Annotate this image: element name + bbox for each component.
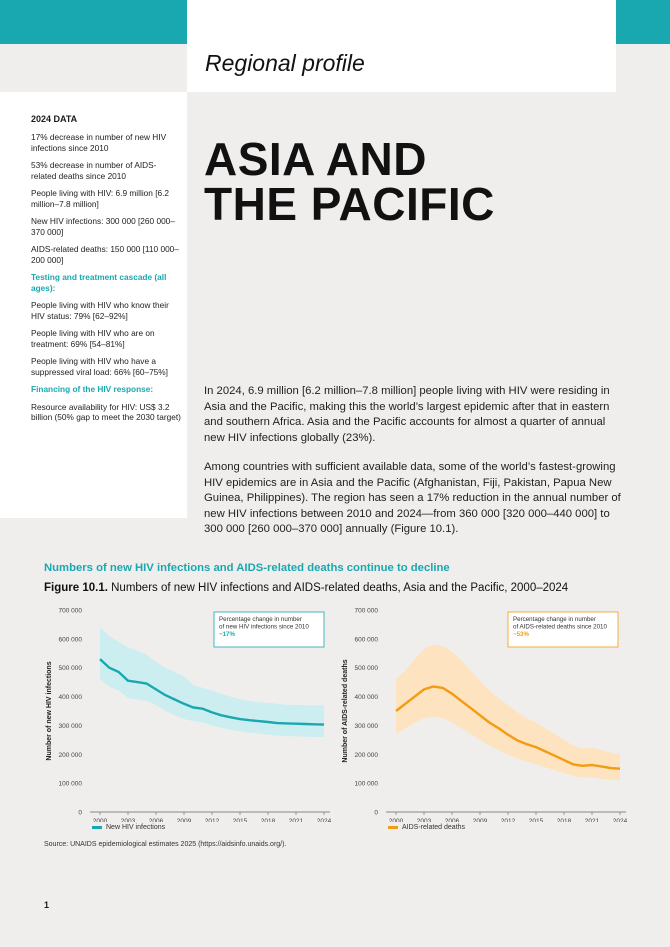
cascade-stat: People living with HIV who have a suppressed viral load: 66% [60–75%] [31,356,168,377]
x-tick-label: 2012 [204,818,220,822]
sidebar-stat: 17% decrease in number of new HIV infections since 2010 [31,132,167,153]
y-tick-label: 300 000 [354,722,378,730]
legend-label: AIDS-related deaths [402,824,466,831]
y-tick-label: 0 [374,809,378,817]
annotation-text: Percentage change in number [219,616,302,623]
sidebar-stat: New HIV infections: 300 000 [260 000–370 000] [31,216,175,237]
y-tick-label: 700 000 [58,607,82,615]
source-note: Source: UNAIDS epidemiological estimates 2025 (https://aidsinfo.unaids.org/). [44,841,287,848]
body-paragraph-1: In 2024, 6.9 million [6.2 million–7.8 million] people living with HIV were residing in Asia and the Pacific, making this the world’s largest epidemic after that in eastern and southern Africa. Asia and the Pacific accounts for almost a quarter of annual new HIV infections globally (23%). [204,385,610,444]
annotation-text: Percentage change in number [513,616,596,623]
sidebar-stat: AIDS-related deaths: 150 000 [110 000–200 000] [31,244,179,265]
x-tick-label: 2006 [148,818,164,822]
x-tick-label: 2012 [500,818,516,822]
header-white-block [187,0,616,92]
x-tick-label: 2000 [92,818,108,822]
x-tick-label: 2021 [584,818,600,822]
legend-swatch-teal [92,826,102,829]
figure-title [44,582,568,594]
legend-aids-deaths [388,824,465,831]
annotation-text: of new HIV infections since 2010 [219,623,309,631]
x-tick-label: 2018 [556,818,572,822]
header-teal-band-left [0,0,187,44]
cascade-stat: People living with HIV who know their HIV status: 79% [62–92%] [31,300,169,321]
sidebar-stat: People living with HIV: 6.9 million [6.2 million–7.8 million] [31,188,170,209]
annotation-text: of AIDS-related deaths since 2010 [513,623,607,631]
y-tick-label: 700 000 [354,607,378,615]
data-sidebar [0,92,187,518]
figure-caption: Numbers of new HIV infections and AIDS-related deaths, Asia and the Pacific, 2000–2024 [107,582,569,594]
y-tick-label: 100 000 [354,780,378,788]
x-tick-label: 2000 [388,818,404,822]
chart-svg [336,600,632,822]
new-infections-chart [40,600,336,822]
figure-label: Figure 10.1. [44,582,108,594]
cascade-heading: Testing and treatment cascade (all ages): [31,272,167,293]
cascade-stat: People living with HIV who are on treatment: 69% [54–81%] [31,328,155,349]
annotation-text: −53% [513,631,529,638]
y-tick-label: 300 000 [58,722,82,730]
y-tick-label: 600 000 [354,636,378,644]
y-tick-label: 400 000 [354,694,378,702]
y-axis-label: Number of new HIV infections [46,661,53,761]
body-text [204,384,624,552]
y-tick-label: 500 000 [58,665,82,673]
uncertainty-band [396,645,620,781]
x-tick-label: 2015 [528,818,544,822]
y-tick-label: 200 000 [354,751,378,759]
x-tick-label: 2003 [416,818,432,822]
financing-stat: Resource availability for HIV: US$ 3.2 billion (50% gap to meet the 2030 target) [31,401,181,422]
figure-subhead: Numbers of new HIV infections and AIDS-related deaths continue to decline [44,562,450,574]
x-tick-label: 2024 [612,818,628,822]
financing-heading: Financing of the HIV response: [31,384,154,394]
sidebar-content [31,114,181,430]
legend-swatch-orange [388,826,398,829]
chart-svg [40,600,336,822]
x-tick-label: 2024 [316,818,332,822]
x-tick-label: 2006 [444,818,460,822]
x-tick-label: 2018 [260,818,276,822]
x-tick-label: 2003 [120,818,136,822]
y-tick-label: 500 000 [354,665,378,673]
legend-label: New HIV infections [106,824,166,831]
x-tick-label: 2009 [472,818,488,822]
page-title-line-2: THE PACIFIC [204,178,495,230]
sidebar-heading: 2024 DATA [31,114,78,124]
legend-new-infections [92,824,165,831]
y-tick-label: 400 000 [58,694,82,702]
sidebar-stat: 53% decrease in number of AIDS-related deaths since 2010 [31,160,157,181]
page-number: 1 [44,900,50,910]
x-tick-label: 2015 [232,818,248,822]
section-label: Regional profile [205,50,365,76]
page-title [204,133,495,230]
x-tick-label: 2009 [176,818,192,822]
y-tick-label: 100 000 [58,780,82,788]
x-tick-label: 2021 [288,818,304,822]
y-tick-label: 200 000 [58,751,82,759]
header-teal-band-right [616,0,670,44]
annotation-text: −17% [219,631,235,638]
page-title-line-1: ASIA AND [204,133,427,185]
y-axis-label: Number of AIDS-related deaths [342,659,349,763]
y-tick-label: 600 000 [58,636,82,644]
body-paragraph-2: Among countries with sufficient available data, some of the world’s fastest-growing HIV epidemics are in Asia and the Pacific (Afghanistan, Fiji, Pakistan, Papua New Guinea, Philippines). The region has seen a 17% reduction in the annual number of new HIV infections between 2010 and 2024—from 360 000 [320 000–440 000] to 300 000 [260 000–370 000] annually (Figure 10.1). [204,461,621,535]
y-tick-label: 0 [78,809,82,817]
aids-deaths-chart [336,600,632,822]
